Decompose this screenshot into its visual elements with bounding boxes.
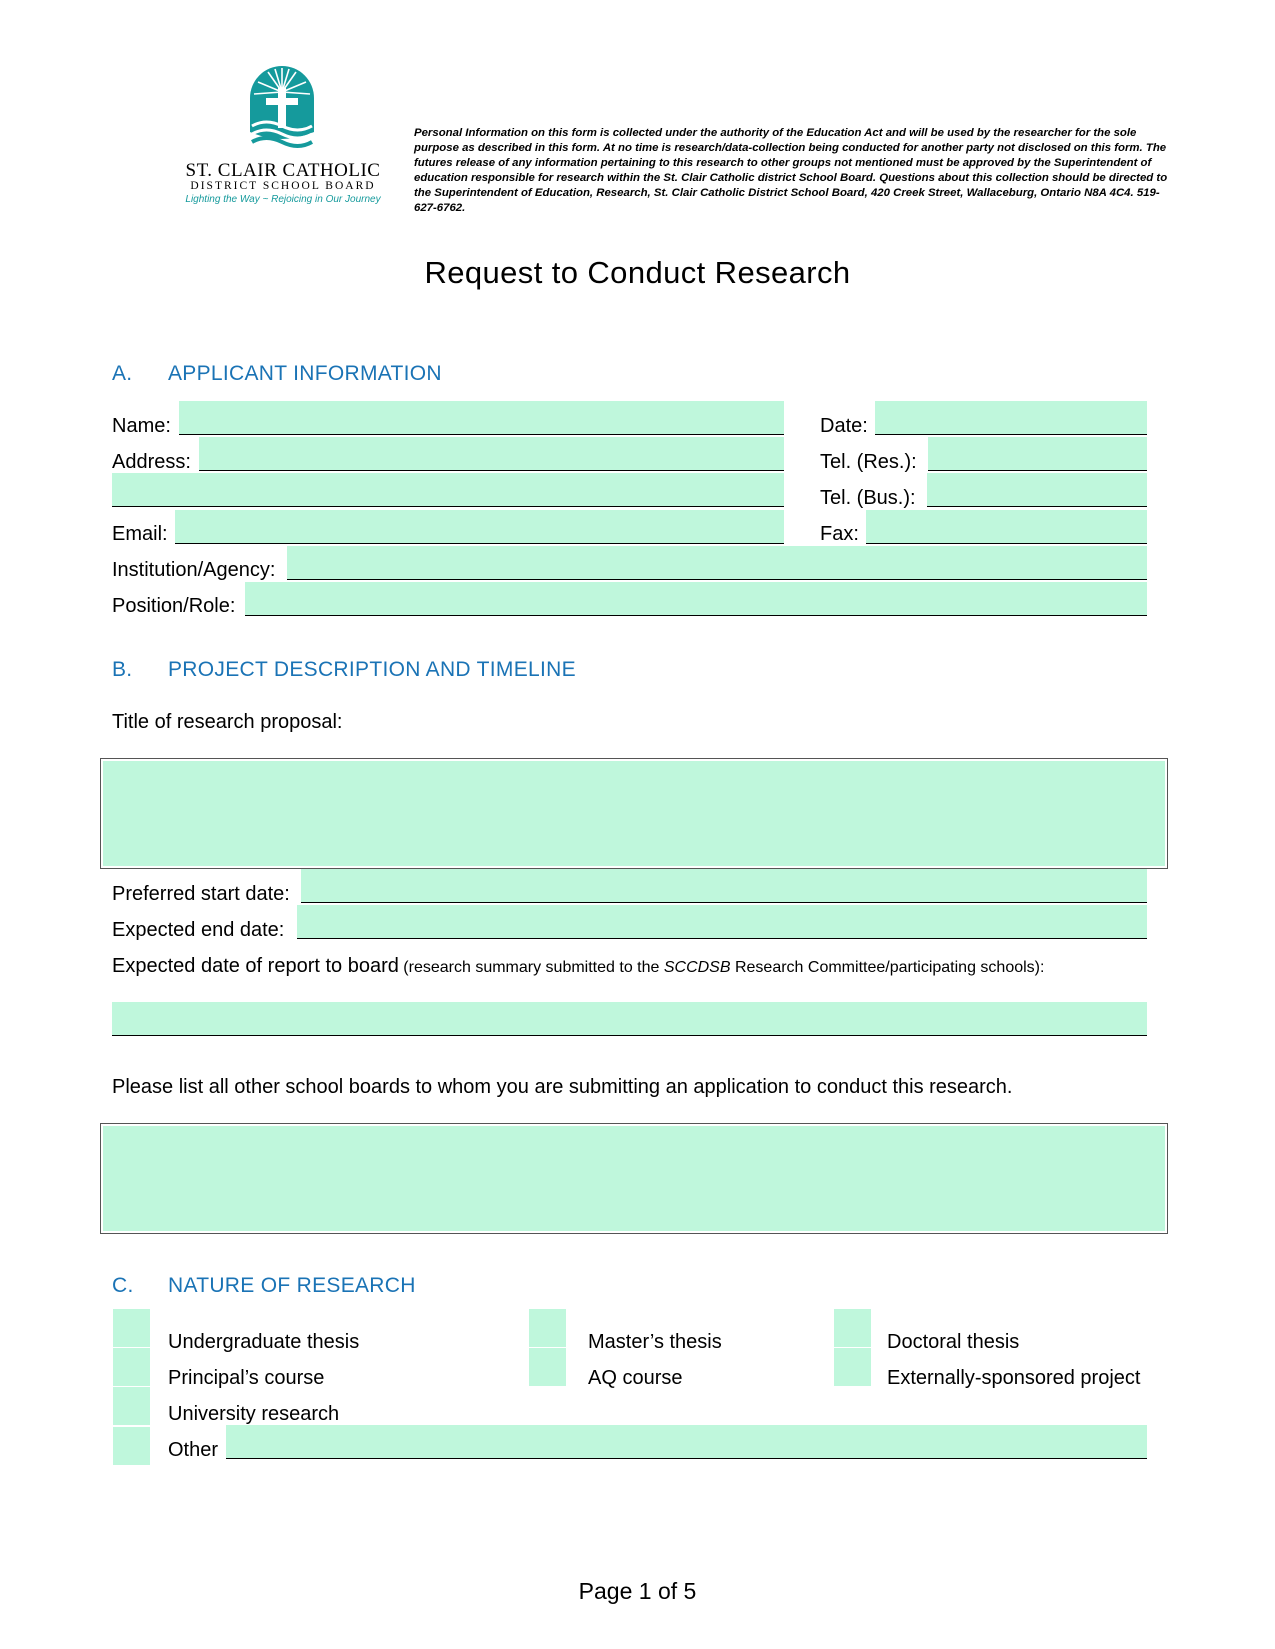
privacy-notice: Personal Information on this form is collected under the authority of the Education Act and will be used by the researcher for the sole purpose as described in this form. At no time is research/data-collection being conducted for another party not disclosed on this form. The futures release of any information pertaining to this research to other groups not mentioned must be approved by the Superintendent of education responsible for research within the St. Clair Catholic district School Board. Questions about this collection should be directed to the Superintendent of Education, Research, St. Clair Catholic District School Board, 420 Creek Street, Wallaceburg, Ontario N8A 4C4. 519-627-6762.	[414, 127, 1168, 214]
other-field[interactable]	[226, 1425, 1147, 1459]
section-c-title: NATURE OF RESEARCH	[168, 1274, 416, 1297]
undergrad-label: Undergraduate thesis	[168, 1331, 360, 1353]
org-name: ST. CLAIR CATHOLIC	[185, 160, 381, 181]
name-field[interactable]	[179, 401, 784, 435]
section-a-heading	[112, 362, 442, 386]
institution-field[interactable]	[287, 546, 1147, 580]
section-a-title: APPLICANT INFORMATION	[168, 362, 442, 385]
tel-bus-label: Tel. (Bus.):	[820, 487, 916, 509]
cross-emblem-icon	[246, 62, 318, 150]
research-title-box[interactable]	[100, 758, 1168, 869]
email-label: Email:	[112, 523, 168, 545]
tel-res-field[interactable]	[928, 437, 1147, 471]
address-field-line2[interactable]	[112, 473, 784, 507]
report-note-a: (research summary submitted to the	[398, 959, 664, 976]
report-date-field[interactable]	[112, 1002, 1147, 1036]
tel-res-label: Tel. (Res.):	[820, 451, 917, 473]
undergrad-checkbox[interactable]	[113, 1309, 150, 1347]
aq-checkbox[interactable]	[529, 1348, 566, 1386]
end-date-field[interactable]	[297, 905, 1147, 939]
report-note-org: SCCDSB	[663, 959, 731, 976]
research-title-label: Title of research proposal:	[112, 711, 343, 733]
university-label: University research	[168, 1403, 340, 1425]
institution-label: Institution/Agency:	[112, 559, 276, 581]
org-subname: DISTRICT SCHOOL BOARD	[190, 180, 376, 192]
external-checkbox[interactable]	[834, 1348, 871, 1386]
position-field[interactable]	[245, 582, 1147, 616]
external-label: Externally-sponsored project	[887, 1367, 1141, 1389]
report-date-label	[112, 954, 1044, 980]
other-checkbox[interactable]	[113, 1427, 150, 1465]
address-field-line1[interactable]	[199, 437, 784, 471]
principal-label: Principal’s course	[168, 1367, 325, 1389]
section-c-heading	[112, 1274, 416, 1298]
position-label: Position/Role:	[112, 595, 236, 617]
name-label: Name:	[112, 415, 171, 437]
doctoral-label: Doctoral thesis	[887, 1331, 1020, 1353]
section-c-number: C.	[112, 1274, 134, 1297]
section-b-number: B.	[112, 658, 133, 681]
other-boards-box[interactable]	[100, 1123, 1168, 1234]
other-label: Other	[168, 1439, 219, 1461]
fax-field[interactable]	[866, 510, 1147, 544]
end-date-label: Expected end date:	[112, 919, 285, 941]
date-label: Date:	[820, 415, 868, 437]
board-logo	[178, 62, 388, 212]
doctoral-checkbox[interactable]	[834, 1309, 871, 1347]
university-checkbox[interactable]	[113, 1387, 150, 1425]
section-b-title: PROJECT DESCRIPTION AND TIMELINE	[168, 658, 576, 681]
page-number: Page 1 of 5	[578, 1578, 697, 1604]
start-date-label: Preferred start date:	[112, 883, 290, 905]
date-field[interactable]	[875, 401, 1147, 435]
start-date-field[interactable]	[301, 869, 1147, 903]
email-field[interactable]	[175, 510, 784, 544]
section-b-heading	[112, 658, 576, 682]
principal-checkbox[interactable]	[113, 1348, 150, 1386]
fax-label: Fax:	[820, 523, 859, 545]
report-note-b: Research Committee/participating schools):	[730, 959, 1045, 976]
section-a-number: A.	[112, 362, 133, 385]
aq-label: AQ course	[588, 1367, 683, 1389]
masters-checkbox[interactable]	[529, 1309, 566, 1347]
address-label: Address:	[112, 451, 191, 473]
org-tagline: Lighting the Way ~ Rejoicing in Our Journey	[185, 194, 381, 205]
masters-label: Master’s thesis	[588, 1331, 722, 1353]
tel-bus-field[interactable]	[927, 473, 1147, 507]
page-title: Request to Conduct Research	[424, 255, 851, 290]
report-date-label-main: Expected date of report to board	[112, 955, 399, 977]
other-boards-label: Please list all other school boards to whom you are submitting an application to conduct this research.	[112, 1076, 1013, 1098]
